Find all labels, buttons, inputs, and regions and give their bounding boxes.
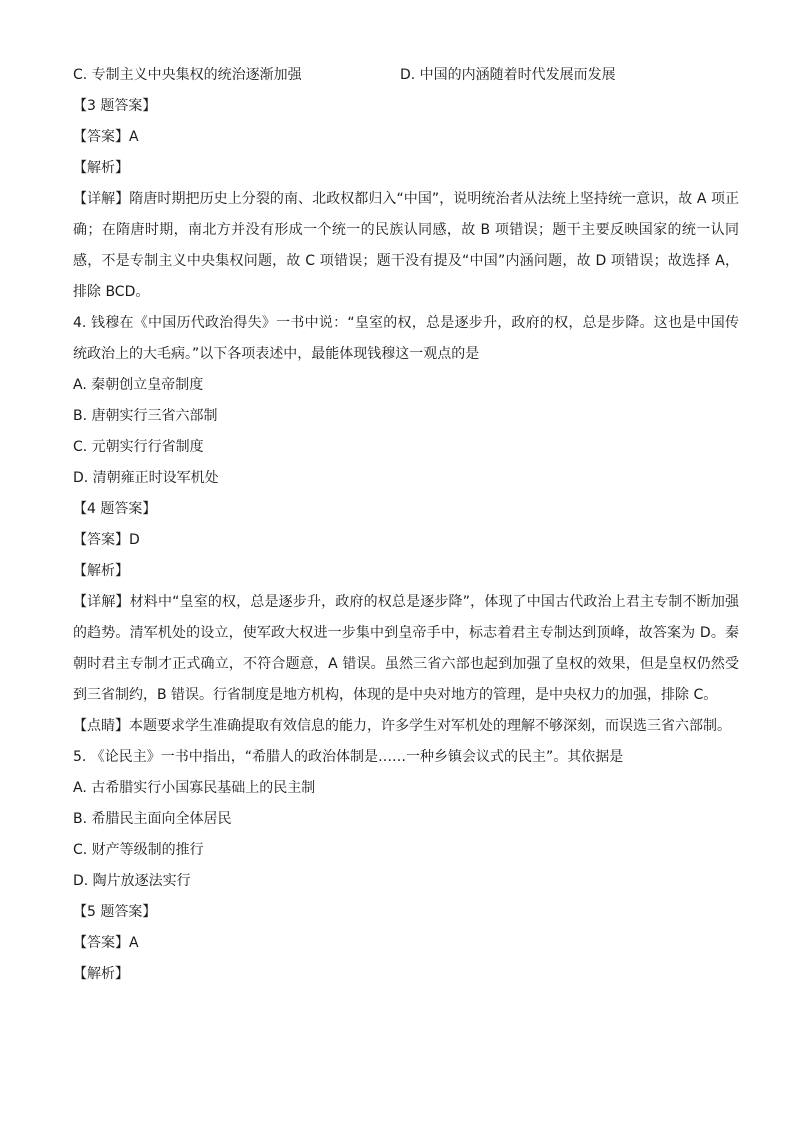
q5-option-a: A. 古希腊实行小国寡民基础上的民主制 [73, 780, 316, 796]
q4-answer-header: 【4 题答案】 [73, 501, 157, 517]
q3-analysis-tag: 【解析】 [73, 160, 129, 176]
pointer-tag: 【点睛】 [73, 718, 129, 734]
answer-value: D [129, 532, 140, 548]
document-page [73, 60, 739, 990]
answer-tag: 【答案】 [73, 129, 129, 145]
q4-pointer [73, 711, 739, 742]
q3-option-d: D. 中国的内涵随着时代发展而发展 [400, 67, 616, 83]
detail-text: 隋唐时期把历史上分裂的南、北政权都归入“中国”，说明统治者从法统上坚持统一意识，故 A 项正确；在隋唐时期，南北方并没有形成一个统一的民族认同感，故 B 项错误；题干主要反映国家的统一认同感，不是专制主义中央集权问题，故 C 项错误；题干没有提及“中国”内涵问题，故 D 项错误；故选择 A，排除 BCD。 [73, 191, 740, 300]
q5-option-b: B. 希腊民主面向全体居民 [73, 811, 232, 827]
q4-answer [73, 525, 739, 556]
detail-text: 材料中“皇室的权，总是逐步升，政府的权总是逐步降”，体现了中国古代政治上君主专制不断加强的趋势。清军机处的设立，使军政大权进一步集中到皇帝手中，标志着君主专制达到顶峰，故答案为 D。秦朝时君主专制才正式确立，不符合题意，A 错误。虽然三省六部也起到加强了皇权的效果，但是皇权仍然受到三省制约，B 错误。行省制度是地方机构，体现的是中央对地方的管理，是中央权力的加强，排除 C。 [73, 594, 739, 703]
q3-answer [73, 122, 739, 153]
q3-answer-header: 【3 题答案】 [73, 98, 157, 114]
pointer-text: 本题要求学生准确提取有效信息的能力，许多学生对军机处的理解不够深刻，而误选三省六部制。 [129, 718, 731, 734]
q5-option-d: D. 陶片放逐法实行 [73, 873, 191, 889]
q5-stem: 5. 《论民主》一书中指出，“希腊人的政治体制是……一种乡镇会议式的民主”。其依据是 [73, 749, 624, 765]
q5-answer-header: 【5 题答案】 [73, 904, 157, 920]
answer-tag: 【答案】 [73, 532, 129, 548]
q4-analysis-tag: 【解析】 [73, 563, 129, 579]
q4-detail [73, 587, 739, 711]
detail-tag: 【详解】 [73, 191, 130, 207]
q4-option-b: B. 唐朝实行三省六部制 [73, 408, 218, 424]
q4-option-d: D. 清朝雍正时设军机处 [73, 470, 219, 486]
q5-answer [73, 928, 739, 959]
answer-tag: 【答案】 [73, 935, 129, 951]
q4-option-a: A. 秦朝创立皇帝制度 [73, 377, 204, 393]
q4-option-c: C. 元朝实行行省制度 [73, 439, 204, 455]
detail-tag: 【详解】 [73, 594, 130, 610]
q5-analysis-tag: 【解析】 [73, 966, 129, 982]
answer-value: A [129, 129, 139, 145]
q3-options-row [73, 60, 739, 91]
answer-value: A [129, 935, 139, 951]
q5-option-c: C. 财产等级制的推行 [73, 842, 204, 858]
q3-detail [73, 184, 739, 308]
q3-option-c: C. 专制主义中央集权的统治逐渐加强 [73, 67, 302, 83]
q4-stem: 4. 钱穆在《中国历代政治得失》一书中说：“皇室的权，总是逐步升，政府的权，总是步降。这也是中国传统政治上的大毛病。”以下各项表述中，最能体现钱穆这一观点的是 [73, 315, 739, 362]
